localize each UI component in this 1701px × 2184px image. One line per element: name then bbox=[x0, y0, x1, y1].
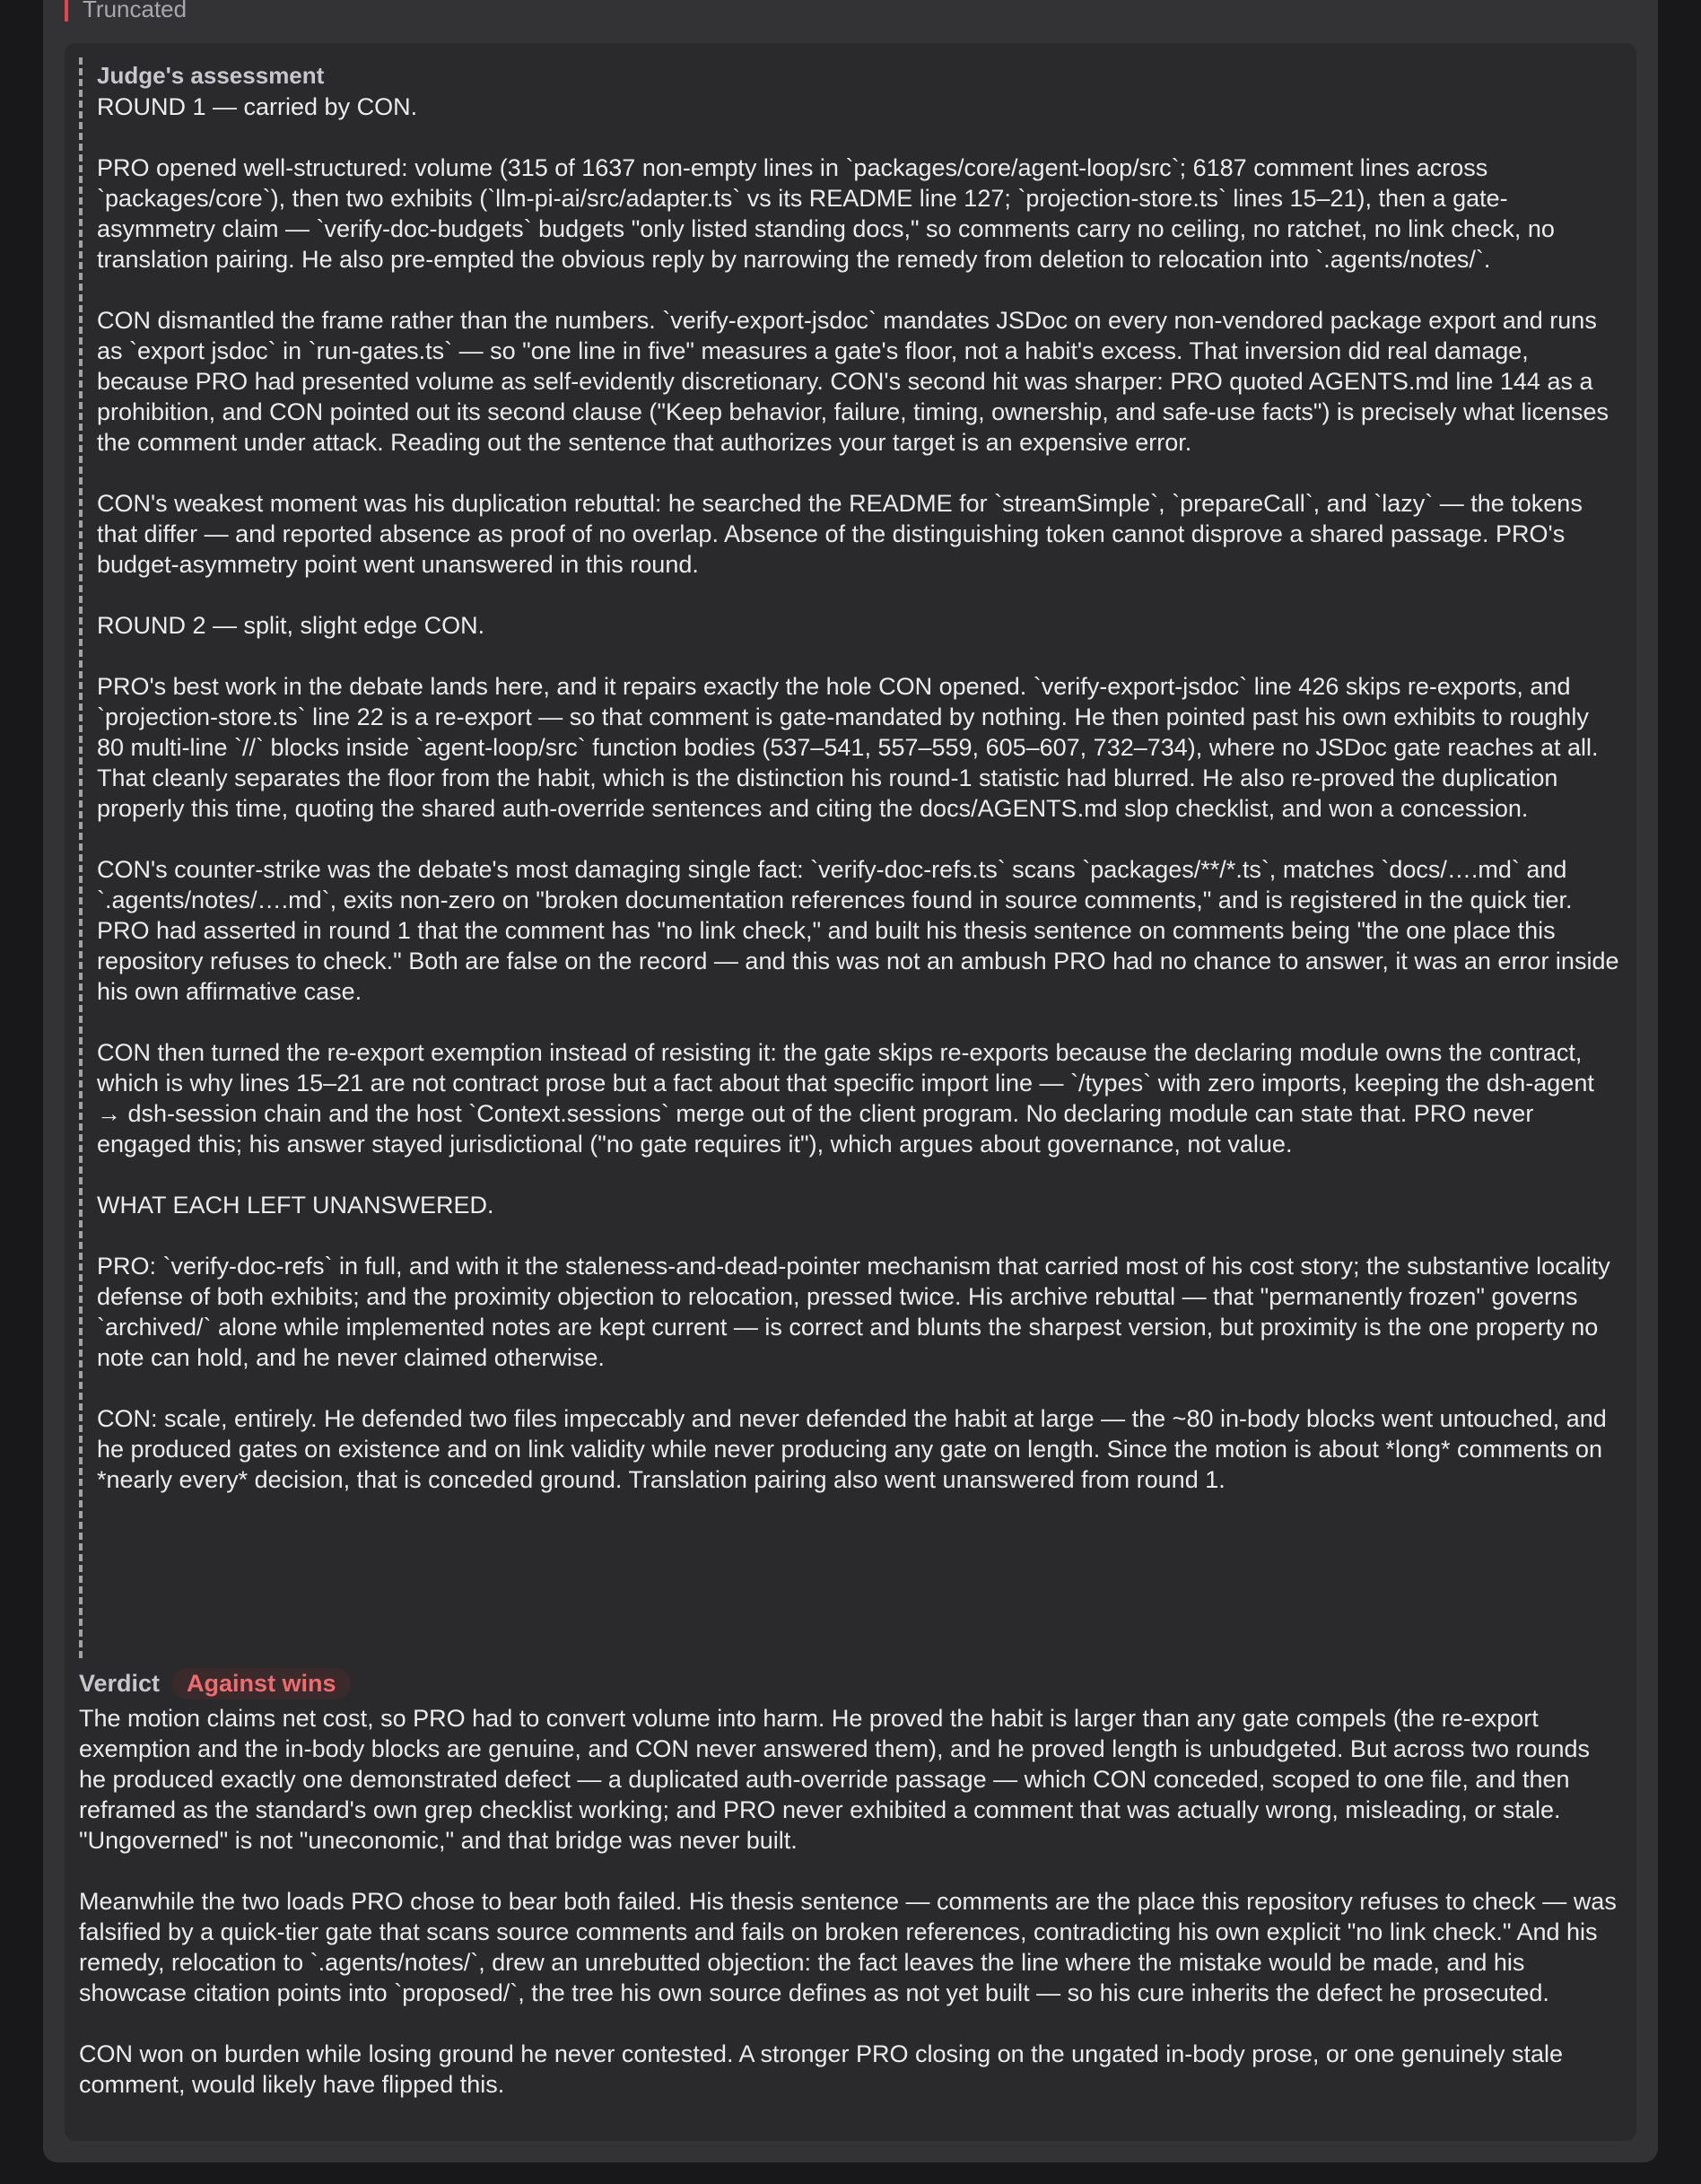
verdict-paragraph: CON won on burden while losing ground he never contested. A stronger PRO closing on the ungated in-body prose, or one genuinely stale comment, would likely have flipped this. bbox=[79, 2040, 1570, 2098]
judge-paragraph: PRO's best work in the debate lands here, and it repairs exactly the hole CON opened. `verify-export-jsdoc` line 426 skips re-exports, and `projection-store.ts` line 22 is a re-export — so that comment is gate-mandated by nothing. He then pointed past his own exhibits to roughly 80 multi-line `//` blocks inside `agent-loop/src` function bodies (537–541, 557–559, 605–607, 732–734), where no JSDoc gate reaches at all. That cleanly separates the floor from the habit, which is the distinction his round-1 statistic had blurred. He also re-proved the duplication properly this time, quoting the shared auth-override sentences and citing the docs/AGENTS.md slop checklist, and won a concession. bbox=[97, 673, 1605, 822]
judge-paragraph: CON then turned the re-export exemption instead of resisting it: the gate skips re-exports because the declaring module owns the contract, which is why lines 15–21 are not contract prose but a fact about that specific import line — `/types` with zero imports, keeping the dsh-agent → dsh-session chain and the host `Context.sessions` merge out of the client program. No declaring module can state that. PRO never engaged this; his answer stayed jurisdictional ("no gate requires it"), which argues about governance, not value. bbox=[97, 1039, 1601, 1158]
judge-paragraph: CON's counter-strike was the debate's most damaging single fact: `verify-doc-refs.ts` scans `packages/**/*.ts`, matches `docs/….md` and `.agents/notes/….md`, exits non-zero on "broken documentation references found in source comments," and is registered in the quick tier. PRO had asserted in round 1 that the comment has "no link check," and built his thesis sentence on comments being "the one place this repository refuses to check." Both are false on the record — and this was not an ambush PRO had no chance to answer, it was an error inside his own affirmative case. bbox=[97, 856, 1626, 1005]
judge-paragraph: CON dismantled the frame rather than the numbers. `verify-export-jsdoc` mandates JSDoc on every non-vendored package export and runs as `export jsdoc` in `run-gates.ts` — so "one line in five" measures a gate's floor, not a habit's excess. That inversion did real damage, because PRO had presented volume as self-evidently discretionary. CON's second hit was sharper: PRO quoted AGENTS.md line 144 as a prohibition, and CON pointed out its second clause ("Keep behavior, failure, timing, ownership, and safe-use facts") is precisely what licenses the comment under attack. Reading out the sentence that authorizes your target is an expensive error. bbox=[97, 307, 1616, 456]
judge-assessment bbox=[79, 57, 1626, 1658]
verdict-label: Verdict bbox=[79, 1669, 161, 1697]
judge-assessment-body bbox=[97, 92, 1626, 1495]
judge-paragraph: PRO opened well-structured: volume (315 of 1637 non-empty lines in `packages/core/agent-loop/src`; 6187 comment lines across `packages/core`), then two exhibits (`llm-pi-ai/src/adapter.ts` vs its README line 127; `projection-store.ts` lines 15–21), then a gate-asymmetry claim — `verify-doc-budgets` budgets "only listed standing docs," so comments carry no ceiling, no ratchet, no link check, no translation pairing. He also pre-empted the obvious reply by narrowing the remedy from deletion to relocation into `.agents/notes/`. bbox=[97, 154, 1562, 273]
result-panel bbox=[65, 43, 1636, 2141]
verdict-header bbox=[79, 1665, 351, 1701]
judge-paragraph: CON: scale, entirely. He defended two files impeccably and never defended the habit at large — the ~80 in-body blocks went untouched, and he produced gates on existence and on link validity while never producing any gate on length. Since the motion is about *long* comments on *nearly every* decision, that is conceded ground. Translation pairing also went unanswered from round 1. bbox=[97, 1405, 1614, 1493]
judge-paragraph: WHAT EACH LEFT UNANSWERED. bbox=[97, 1192, 494, 1219]
verdict-paragraph: The motion claims net cost, so PRO had to convert volume into harm. He proved the habit is larger than any gate compels (the re-export exemption and the in-body blocks are genuine, and CON never answered them), and he proved length is unbudgeted. But across two rounds he produced exactly one demonstrated defect — a duplicated auth-override passage — which CON conceded, scoped to one file, and then reframed as the standard's own grep checklist working; and PRO never exhibited a comment that was actually wrong, misleading, or stale. "Ungoverned" is not "uneconomic," and that bridge was never built. bbox=[79, 1705, 1597, 1854]
truncated-label: Truncated bbox=[65, 0, 187, 22]
judge-paragraph: ROUND 1 — carried by CON. bbox=[97, 93, 418, 120]
judge-paragraph: PRO: `verify-doc-refs` in full, and with it the staleness-and-dead-pointer mechanism that carried most of his cost story; the substantive locality defense of both exhibits; and the proximity objection to relocation, pressed twice. His archive rebuttal — that "permanently frozen" governs `archived/` alone while implemented notes are kept current — is correct and blunts the sharpest version, but proximity is the one property no note can hold, and he never claimed otherwise. bbox=[97, 1253, 1618, 1371]
judge-paragraph: CON's weakest moment was his duplication rebuttal: he searched the README for `streamSimple`, `prepareCall`, and `lazy` — the tokens that differ — and reported absence as proof of no overlap. Absence of the distinguishing token cannot disprove a shared passage. PRO's budget-asymmetry point went unanswered in this round. bbox=[97, 490, 1590, 578]
judge-assessment-title: Judge's assessment bbox=[97, 62, 325, 89]
verdict-badge: Against wins bbox=[172, 1668, 351, 1699]
verdict-paragraph: Meanwhile the two loads PRO chose to bear both failed. His thesis sentence — comments are the place this repository refuses to check — was falsified by a quick-tier gate that scans source comments and fails on broken references, contradicting his own explicit "no link check." And his remedy, relocation to `.agents/notes/`, drew an unrebutted objection: the fact leaves the line where the mistake would be made, and his showcase citation points into `proposed/`, the tree his own source defines as not yet built — so his cure inherits the defect he prosecuted. bbox=[79, 1888, 1624, 2006]
judge-paragraph: ROUND 2 — split, slight edge CON. bbox=[97, 612, 485, 639]
verdict-body bbox=[79, 1703, 1622, 2100]
